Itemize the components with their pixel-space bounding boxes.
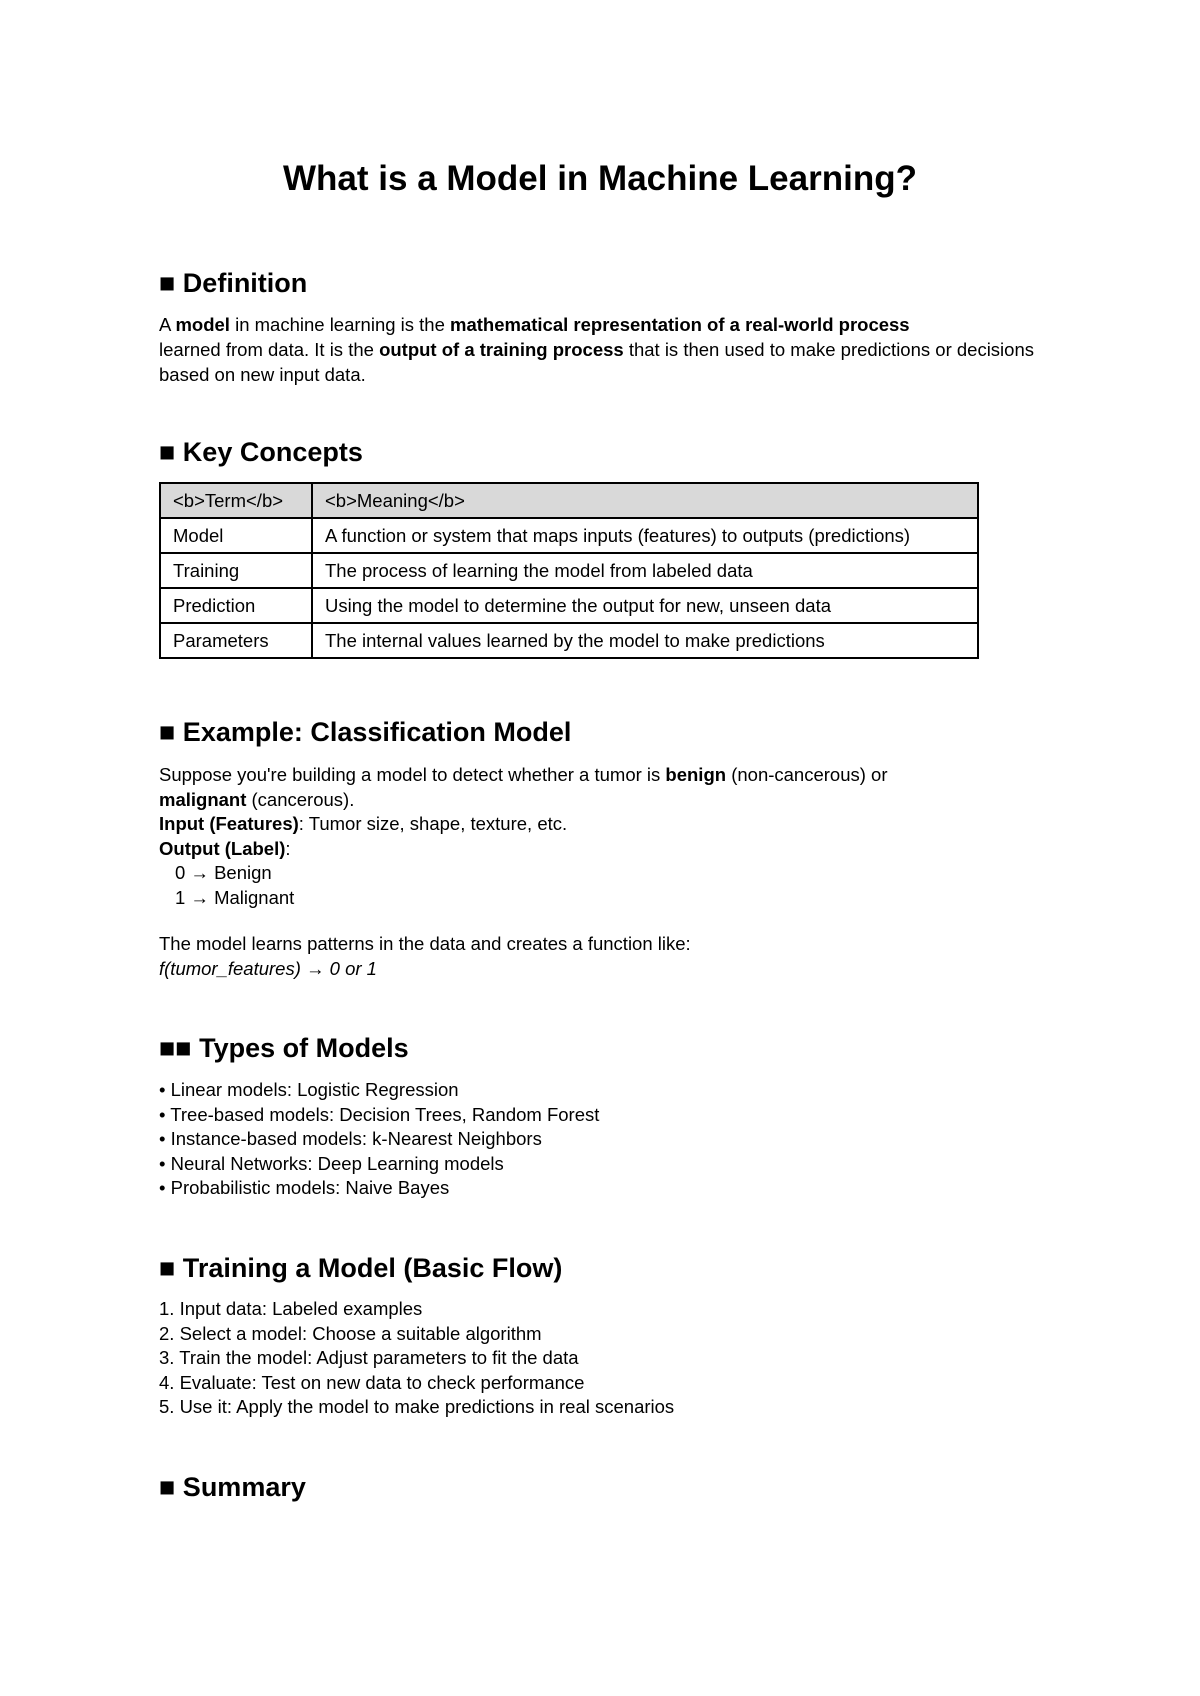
- output-label: Output (Label): [159, 837, 286, 859]
- example-function: f(tumor_features) → 0 or 1: [159, 957, 377, 979]
- definition-text: A: [159, 314, 176, 335]
- key-concepts-table: [159, 482, 979, 659]
- example-line: [159, 788, 888, 813]
- table-row: [160, 553, 978, 588]
- section-heading-types: ■■ Types of Models: [159, 1033, 409, 1063]
- example-term-malignant: malignant: [159, 788, 247, 810]
- table-header-cell: <b>Term</b>: [160, 483, 312, 518]
- section-heading-training: ■ Training a Model (Basic Flow): [159, 1253, 563, 1283]
- table-header-row: [160, 483, 978, 518]
- table-cell-term: Model: [160, 518, 312, 553]
- example-block: [159, 763, 888, 910]
- definition-term-model: model: [175, 314, 230, 335]
- list-item: 4. Evaluate: Test on new data to check performance: [159, 1371, 585, 1393]
- table-header-cell: <b>Meaning</b>: [312, 483, 978, 518]
- definition-text: that is then used to make predictions or decisions based on new input data.: [159, 339, 1034, 385]
- example-learns-text: The model learns patterns in the data and creates a function like:: [159, 933, 691, 954]
- section-heading-example: ■ Example: Classification Model: [159, 717, 572, 747]
- table-row: [160, 588, 978, 623]
- table-row: [160, 623, 978, 658]
- list-item: • Instance-based models: k-Nearest Neighbors: [159, 1128, 542, 1149]
- list-item: 5. Use it: Apply the model to make predictions in real scenarios: [159, 1396, 675, 1417]
- input-text: : Tumor size, shape, texture, etc.: [298, 813, 568, 834]
- list-item: • Linear models: Logistic Regression: [159, 1079, 459, 1100]
- list-item: • Probabilistic models: Naive Bayes: [159, 1177, 450, 1198]
- definition-text: learned from data. It is the: [159, 339, 380, 360]
- output-value-malignant: 1 → Malignant: [175, 886, 295, 908]
- example-text: Suppose you're building a model to detect whether a tumor is: [159, 764, 666, 785]
- section-heading-summary: ■ Summary: [159, 1472, 306, 1502]
- section-heading-key-concepts: ■ Key Concepts: [159, 437, 363, 467]
- page-title: What is a Model in Machine Learning?: [283, 159, 917, 198]
- table-cell-term: Training: [160, 553, 312, 588]
- list-item: 1. Input data: Labeled examples: [159, 1298, 423, 1319]
- definition-emphasis: mathematical representation of a real-world process: [450, 314, 910, 335]
- example-text: (cancerous).: [246, 788, 355, 810]
- types-list: [159, 1078, 599, 1201]
- table-cell-meaning: Using the model to determine the output for new, unseen data: [312, 588, 978, 623]
- table-cell-term: Prediction: [160, 588, 312, 623]
- example-input-line: [159, 812, 888, 837]
- output-value-benign: 0 → Benign: [175, 862, 272, 883]
- training-steps-list: [159, 1297, 674, 1420]
- table-cell-meaning: The process of learning the model from labeled data: [312, 553, 978, 588]
- definition-text: in machine learning is the: [229, 314, 451, 335]
- example-text: (non-cancerous) or: [726, 764, 888, 785]
- list-item: • Neural Networks: Deep Learning models: [159, 1152, 504, 1174]
- list-item: 3. Train the model: Adjust parameters to fit the data: [159, 1347, 579, 1368]
- example-line: [159, 763, 888, 788]
- table-cell-meaning: The internal values learned by the model to make predictions: [312, 623, 978, 658]
- definition-paragraph: [159, 312, 1059, 387]
- output-colon: :: [285, 837, 291, 859]
- table-row: [160, 518, 978, 553]
- example-term-benign: benign: [665, 764, 727, 785]
- definition-emphasis: output of a training process: [379, 339, 624, 360]
- input-label: Input (Features): [159, 813, 299, 834]
- list-item: 2. Select a model: Choose a suitable algorithm: [159, 1322, 542, 1344]
- list-item: • Tree-based models: Decision Trees, Random Forest: [159, 1103, 600, 1125]
- table-cell-term: Parameters: [160, 623, 312, 658]
- section-heading-definition: ■ Definition: [159, 268, 308, 298]
- example-function-block: [159, 932, 691, 981]
- table-cell-meaning: A function or system that maps inputs (features) to outputs (predictions): [312, 518, 978, 553]
- example-output-line: [159, 837, 888, 862]
